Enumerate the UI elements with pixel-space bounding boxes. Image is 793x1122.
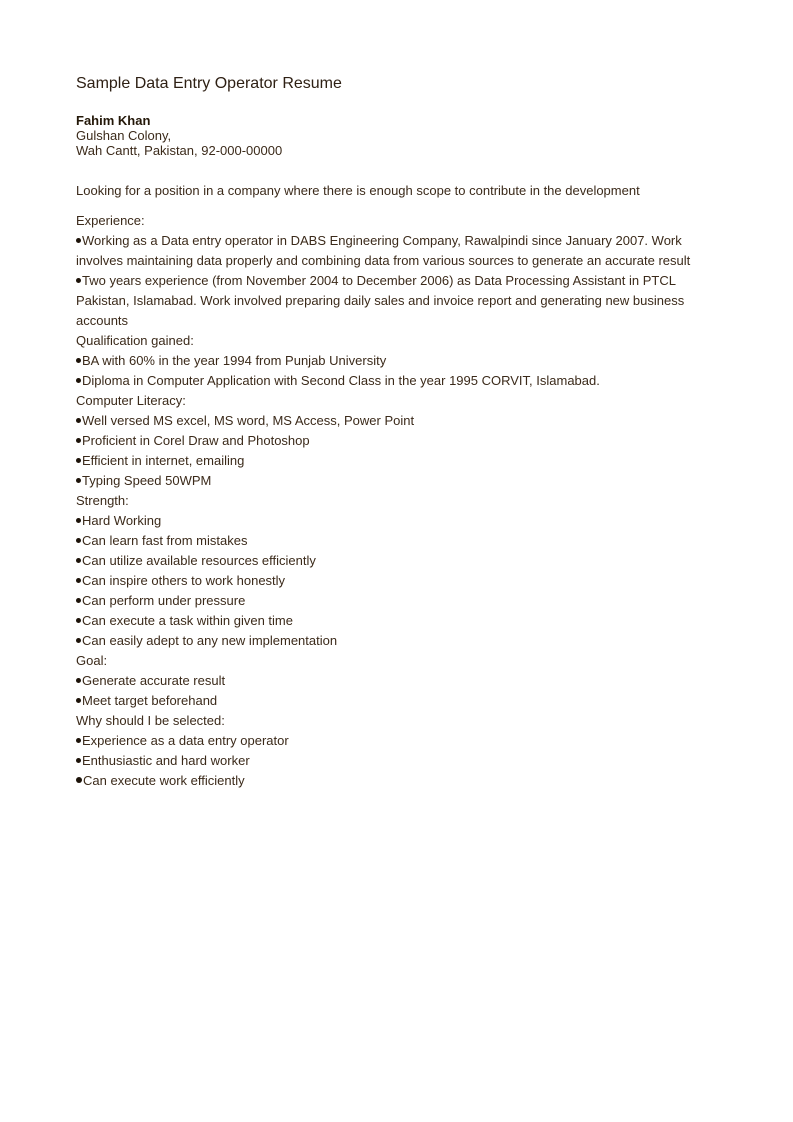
list-item (76, 611, 716, 631)
list-item (76, 571, 716, 591)
list-item (76, 351, 716, 371)
section-heading-strength: Strength: (76, 493, 129, 508)
list-item-text: Meet target beforehand (82, 693, 218, 708)
list-item (76, 671, 716, 691)
bullet-icon (76, 238, 81, 243)
list-item (76, 271, 716, 331)
list-item-text: Working as a Data entry operator in DABS Engineering Company, Rawalpindi since January 2007. Work involves maintaining data properly and combining data from various sources to generate an accurate result (76, 233, 691, 268)
bullet-icon (76, 738, 81, 743)
list-item (76, 631, 716, 651)
list-item (76, 231, 716, 271)
list-item (76, 731, 716, 751)
list-item (76, 511, 716, 531)
bullet-icon (76, 378, 81, 383)
list-item (76, 771, 716, 791)
list-item-text: Two years experience (from November 2004 to December 2006) as Data Processing Assistant in PTCL Pakistan, Islamabad. Work involved preparing daily sales and invoice report and generating new business accounts (76, 273, 685, 328)
list-item (76, 751, 716, 771)
list-item-text: Can learn fast from mistakes (82, 533, 248, 548)
list-item-text: Diploma in Computer Application with Second Class in the year 1995 CORVIT, Islamabad. (82, 373, 600, 388)
list-item (76, 371, 716, 391)
bullet-icon (76, 578, 81, 583)
list-item-text: BA with 60% in the year 1994 from Punjab University (82, 353, 387, 368)
section-heading-why-selected: Why should I be selected: (76, 713, 225, 728)
list-item (76, 691, 716, 711)
list-item-text: Efficient in internet, emailing (82, 453, 245, 468)
list-item (76, 551, 716, 571)
list-item-text: Typing Speed 50WPM (82, 473, 212, 488)
list-item (76, 531, 716, 551)
list-item (76, 411, 716, 431)
bullet-icon (76, 358, 81, 363)
bullet-icon (76, 418, 81, 423)
objective-statement: Looking for a position in a company where there is enough scope to contribute in the development (76, 183, 640, 198)
list-item-text: Well versed MS excel, MS word, MS Access, Power Point (82, 413, 415, 428)
resume-page (76, 74, 716, 791)
bullet-icon (76, 618, 81, 623)
list-item (76, 591, 716, 611)
list-item (76, 471, 716, 491)
bullet-icon (76, 758, 81, 763)
bullet-icon (76, 478, 81, 483)
bullet-icon (76, 558, 81, 563)
bullet-icon (76, 678, 81, 683)
applicant-name: Fahim Khan (76, 113, 151, 128)
bullet-icon (76, 458, 81, 463)
list-item-text: Generate accurate result (82, 673, 226, 688)
list-item-text: Proficient in Corel Draw and Photoshop (82, 433, 310, 448)
list-item-text: Experience as a data entry operator (82, 733, 289, 748)
address-line-2: Wah Cantt, Pakistan, 92-000-00000 (76, 143, 283, 158)
bullet-icon (76, 777, 82, 783)
list-item-text: Can execute work efficiently (83, 773, 245, 788)
list-item-text: Can easily adept to any new implementation (82, 633, 338, 648)
bullet-icon (76, 538, 81, 543)
list-item-text: Can execute a task within given time (82, 613, 293, 628)
section-heading-computer-literacy: Computer Literacy: (76, 393, 186, 408)
bullet-icon (76, 438, 81, 443)
section-heading-qualification: Qualification gained: (76, 333, 194, 348)
list-item-text: Can utilize available resources efficiently (82, 553, 316, 568)
section-heading-experience: Experience: (76, 213, 145, 228)
bullet-icon (76, 698, 81, 703)
bullet-icon (76, 598, 81, 603)
bullet-icon (76, 518, 81, 523)
section-heading-goal: Goal: (76, 653, 108, 668)
list-item-text: Can inspire others to work honestly (82, 573, 286, 588)
bullet-icon (76, 278, 81, 283)
document-title: Sample Data Entry Operator Resume (76, 75, 342, 92)
list-item-text: Hard Working (82, 513, 162, 528)
list-item-text: Enthusiastic and hard worker (82, 753, 250, 768)
bullet-icon (76, 638, 81, 643)
resume-sections (76, 211, 716, 791)
list-item (76, 431, 716, 451)
list-item-text: Can perform under pressure (82, 593, 246, 608)
address-line-1: Gulshan Colony, (76, 128, 172, 143)
list-item (76, 451, 716, 471)
